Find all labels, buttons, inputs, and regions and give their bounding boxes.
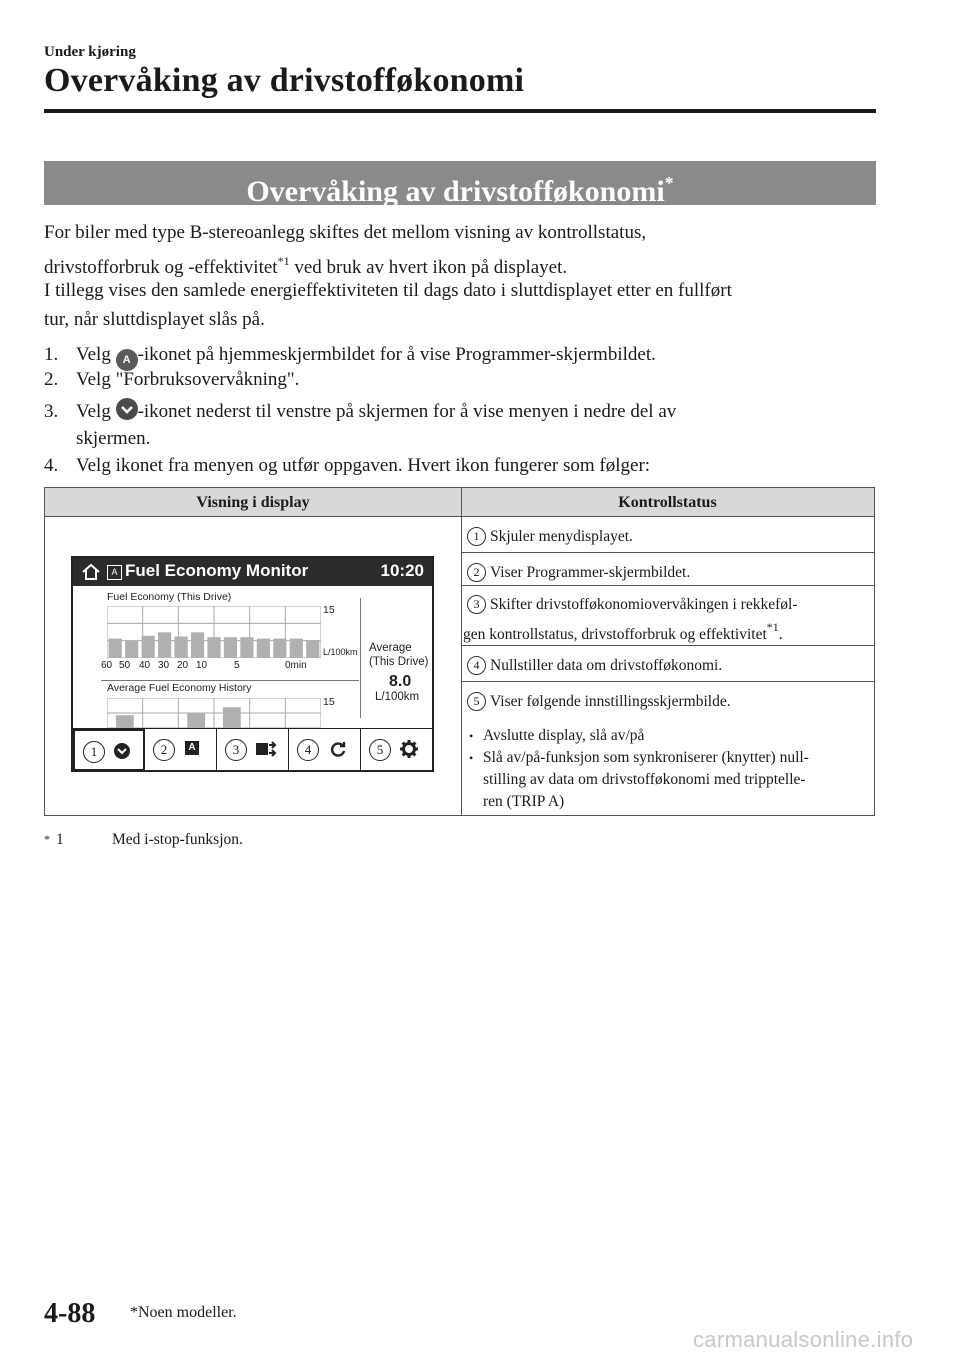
callout-number: 4 (297, 739, 319, 761)
intro-ref: *1 (277, 254, 290, 268)
step-3-pre: Velg (76, 401, 116, 422)
apps-icon: A (185, 741, 199, 755)
list-item: • Slå av/på-funksjon som synkroniserer (knytter) null- (467, 747, 871, 769)
step-1-number: 1. (44, 344, 59, 365)
table-row (463, 594, 871, 646)
intro-line-2b: ved bruk av hvert ikon på displayet. (289, 257, 568, 278)
status-table (44, 487, 875, 816)
fuel-economy-screen (71, 556, 434, 772)
row-text: Viser Programmer-skjermbildet. (490, 564, 691, 581)
tick-label: 10 (196, 660, 208, 671)
chart-bar (142, 636, 155, 658)
chart-bar (187, 714, 205, 728)
row-divider (461, 681, 875, 682)
screen-menu-bar (73, 728, 432, 771)
tick-label: 5 (234, 660, 240, 671)
step-3-number: 3. (44, 401, 59, 422)
tick-label: 40 (139, 660, 151, 671)
home-icon (81, 563, 101, 586)
intro-line-2a: drivstofforbruk og -effektivitet (44, 257, 278, 278)
step-1-post: -ikonet på hjemmeskjermbildet for å vise Programmer-skjermbildet. (137, 344, 656, 365)
table-row (467, 655, 871, 677)
avg-label-1: Average (369, 642, 412, 654)
list-item-cont: ren (TRIP A) (483, 793, 565, 810)
intro-line-1: For biler med type B-stereoanlegg skiftes det mellom visning av kontrollstatus, (44, 222, 647, 243)
row-text: Skjuler menydisplayet. (490, 528, 633, 545)
footnote-text: Med i-stop-funksjon. (112, 831, 243, 848)
chart1-max: 15 (323, 604, 335, 616)
avg-unit: L/100km (375, 691, 420, 703)
table-divider (461, 488, 462, 815)
row-text: . (778, 626, 783, 643)
chart1-unit: L/100km (323, 647, 358, 657)
chart1-title: Fuel Economy (This Drive) (107, 591, 232, 603)
settings-button[interactable] (361, 729, 432, 771)
table-row (467, 691, 871, 813)
models-note: *Noen modeller. (130, 1304, 237, 1321)
row-divider (461, 552, 875, 553)
reset-button[interactable] (289, 729, 361, 771)
step-3-cont-text: skjermen. (76, 428, 151, 449)
step-4-number: 4. (44, 455, 59, 476)
footnote-mark: * (44, 832, 50, 846)
tick-label: 60 (101, 660, 113, 671)
step-3-post: -ikonet nederst til venstre på skjermen for å vise menyen i nedre del av (137, 401, 677, 422)
chart-bar (240, 637, 253, 658)
avg-label-2: (This Drive) (369, 656, 429, 668)
gear-icon (399, 739, 419, 764)
table-header-status: Kontrollstatus (461, 488, 874, 517)
screen-title-bar (73, 558, 432, 586)
row-text: gen kontrollstatus, drivstofforbruk og effektivitet (463, 626, 767, 643)
tick-label: 20 (177, 660, 189, 671)
chart-bar (116, 715, 134, 728)
list-item: • Avslutte display, slå av/på (467, 725, 871, 747)
chart-bar (109, 639, 122, 658)
tick-label: 0min (285, 660, 307, 671)
section-title-text: Overvåking av drivstofføkonomi (246, 175, 665, 208)
switch-view-icon (255, 740, 277, 763)
screen-divider (360, 598, 361, 718)
chart-bar (306, 640, 319, 658)
chart-bar (191, 632, 204, 658)
section-title-mark: * (664, 173, 674, 193)
chart-bar (273, 639, 286, 658)
intro-line-4: tur, når sluttdisplayet slås på. (44, 309, 265, 330)
row-divider (461, 585, 875, 586)
step-2-number: 2. (44, 369, 59, 390)
apps-button[interactable] (145, 729, 217, 771)
row-text: Nullstiller data om drivstofføkonomi. (490, 657, 723, 674)
switch-view-button[interactable] (217, 729, 289, 771)
callout-number: 3 (467, 595, 486, 614)
callout-number: 3 (225, 739, 247, 761)
step-1-pre: Velg (76, 344, 116, 365)
chart-bar (174, 637, 187, 658)
tick-label: 50 (119, 660, 131, 671)
section-title (44, 161, 876, 208)
intro-line-3: I tillegg vises den samlede energieffektiviteten til dags dato i sluttdisplayet etter en fullført (44, 280, 732, 301)
header-rule (44, 109, 876, 113)
chart-bar (257, 639, 270, 658)
row-text: Skifter drivstofføkonomiovervåkingen i rekkeføl- (490, 596, 798, 613)
avg-value: 8.0 (389, 673, 412, 690)
chart1-axis (101, 660, 341, 672)
page-title: Overvåking av drivstofføkonomi (44, 62, 525, 99)
chart-bar (223, 707, 241, 728)
chart1-plot (107, 606, 321, 658)
reset-icon (329, 740, 347, 763)
callout-number: 4 (467, 656, 486, 675)
chart2-plot (107, 698, 321, 728)
row-text: Viser følgende innstillingsskjermbilde. (490, 693, 731, 710)
callout-number: 1 (83, 741, 105, 763)
chart2-grid (107, 698, 321, 728)
chart-bar (125, 641, 138, 658)
screen-title: Fuel Economy Monitor (125, 561, 309, 580)
callout-number: 5 (467, 692, 486, 711)
list-item-cont: stilling av data om drivstofføkonomi med tripptelle- (483, 771, 806, 788)
hide-menu-button[interactable] (73, 729, 145, 771)
apps-icon: A (116, 349, 138, 371)
chevron-down-icon (116, 398, 138, 420)
chart-bar (158, 632, 171, 658)
table-row (467, 562, 871, 584)
callout-number: 2 (153, 739, 175, 761)
callout-number: 1 (467, 527, 486, 546)
chapter-label: Under kjøring (44, 44, 136, 60)
apps-icon: A (107, 565, 122, 580)
step-4-text: Velg ikonet fra menyen og utfør oppgaven. Hvert ikon fungerer som følger: (76, 455, 651, 476)
tick-label: 30 (158, 660, 170, 671)
page-number: 4-88 (44, 1298, 96, 1329)
chevron-down-icon (113, 742, 131, 765)
chart2-title: Average Fuel Economy History (107, 682, 252, 694)
callout-number: 2 (467, 563, 486, 582)
table-row (467, 526, 871, 548)
section-divider (101, 680, 359, 681)
callout-number: 5 (369, 739, 391, 761)
row-ref: *1 (766, 620, 779, 634)
chart-bar (290, 639, 303, 658)
step-2-text: Velg "Forbruksovervåkning". (76, 369, 300, 390)
chart-bar (224, 637, 237, 658)
footnote-number: 1 (56, 831, 64, 848)
table-header-display: Visning i display (45, 488, 461, 517)
screen-clock: 10:20 (380, 561, 424, 580)
watermark: carmanualsonline.info (693, 1327, 914, 1352)
chart-bar (207, 637, 220, 658)
chart2-max: 15 (323, 696, 335, 708)
